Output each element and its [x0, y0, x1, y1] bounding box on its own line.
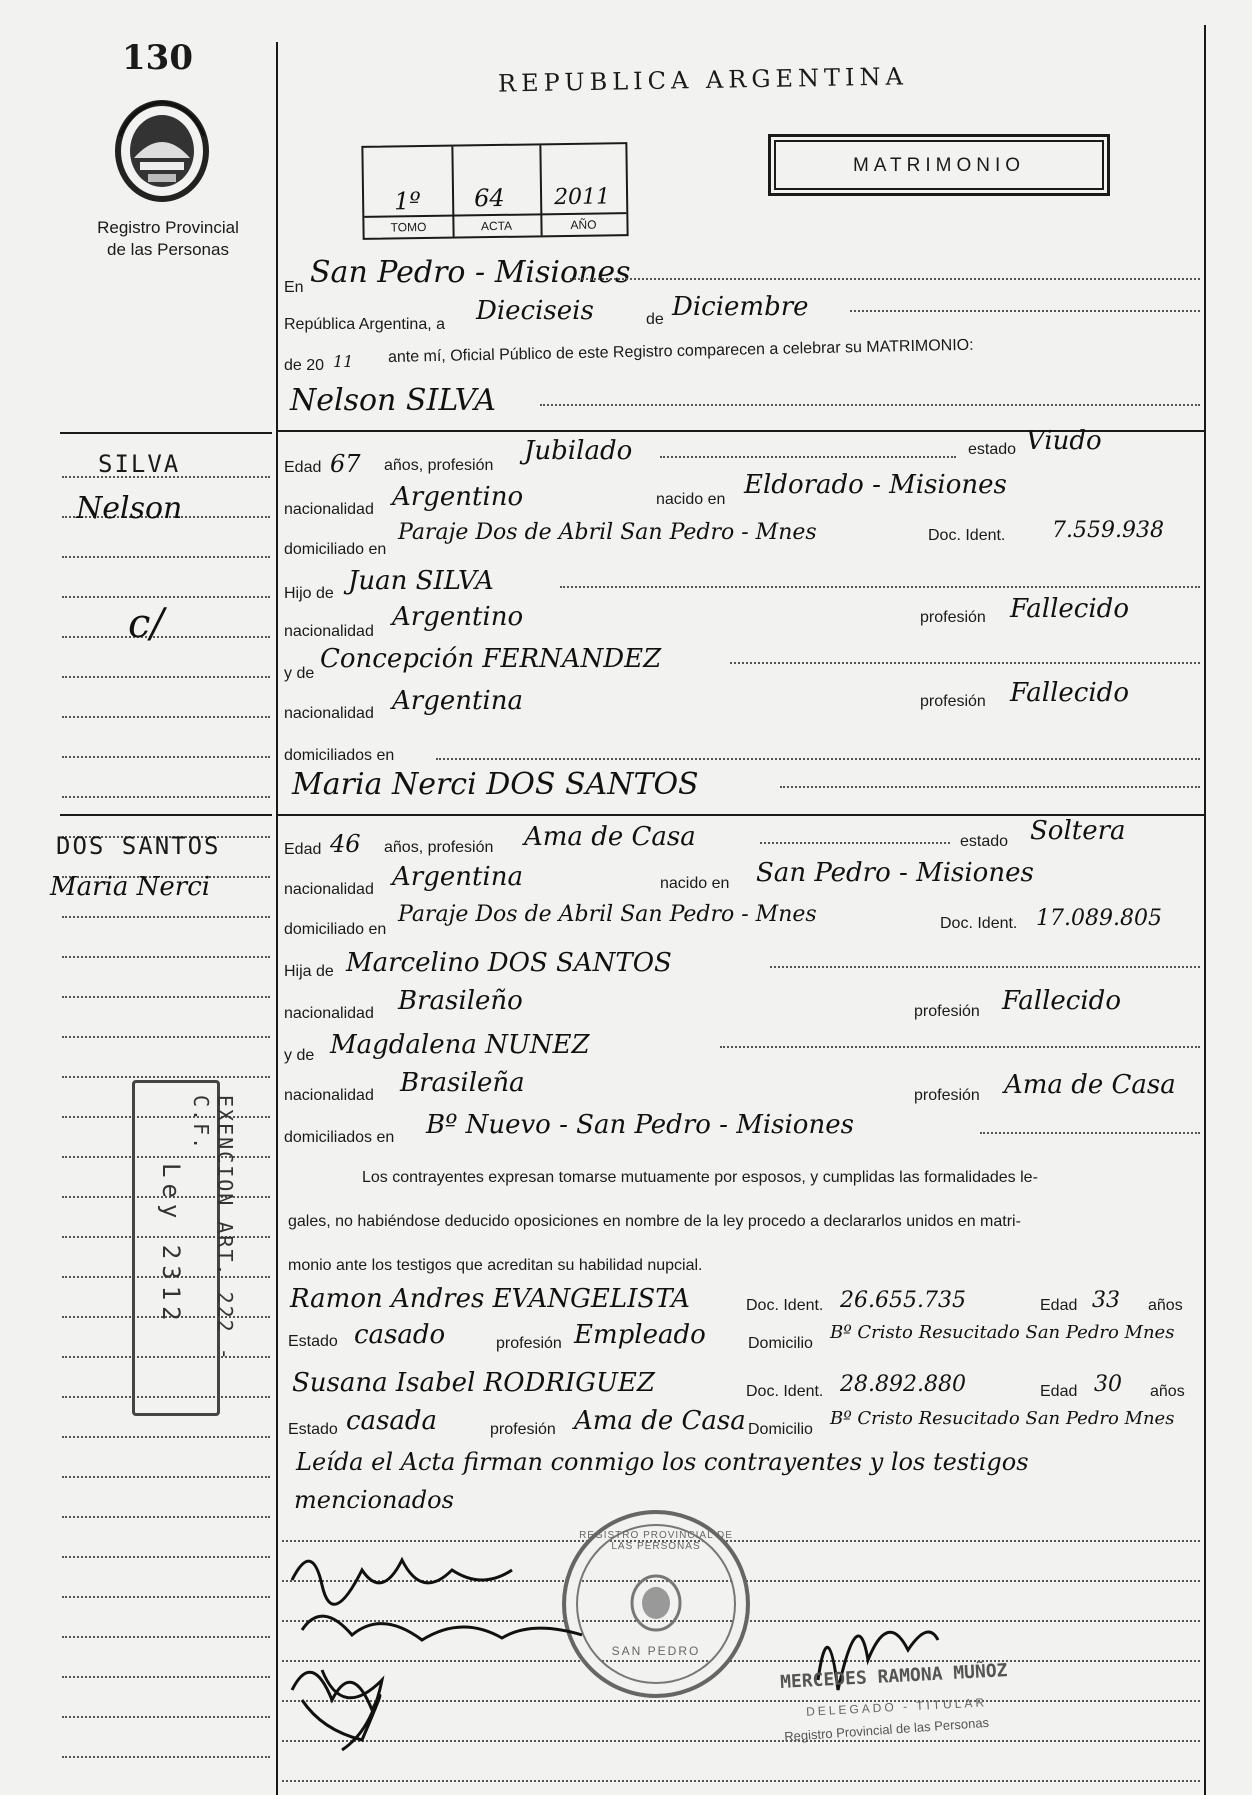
bride-mother-profession: Ama de Casa — [1004, 1070, 1176, 1100]
witness1-estado-label: Estado — [288, 1333, 338, 1350]
groom-nationality: Argentino — [392, 482, 524, 512]
stamp-crest-icon — [628, 1572, 684, 1634]
bride-parents-address: Bº Nuevo - San Pedro - Misiones — [426, 1110, 854, 1140]
bride-father-nationality: Brasileño — [398, 986, 523, 1016]
left-rule-line — [62, 1556, 270, 1558]
left-rule-line — [62, 1676, 270, 1678]
groom-estado-label: estado — [968, 441, 1017, 458]
witness2-name: Susana Isabel RODRIGUEZ — [292, 1368, 655, 1398]
left-rule-line — [62, 676, 270, 678]
place-rule — [570, 278, 1200, 280]
left-rule-line — [62, 916, 270, 918]
groom-mother-rule — [730, 662, 1200, 664]
official-org: Registro Provincial de las Personas — [783, 1714, 990, 1745]
official-name: MERCEDES RAMONA MUÑOZ — [779, 1660, 1008, 1693]
bride-name-rule — [780, 786, 1200, 788]
groom-full-name: Nelson SILVA — [290, 383, 496, 418]
bride-father-nac-label: nacionalidad — [284, 1005, 374, 1022]
witness2-age: 30 — [1094, 1372, 1122, 1397]
left-rule-line — [62, 1756, 270, 1758]
groom-margin-given: Nelson — [76, 491, 183, 526]
groom-father-nationality: Argentino — [392, 602, 524, 632]
witness1-profesion-label: profesión — [496, 1335, 562, 1352]
witness2-domicilio-label: Domicilio — [748, 1421, 813, 1438]
witness1-domicilio-label: Domicilio — [748, 1335, 813, 1352]
en-label: En — [284, 279, 304, 296]
bride-mother: Magdalena NUNEZ — [330, 1030, 590, 1060]
bride-nationality: Argentina — [392, 862, 523, 892]
tomo-label: TOMO — [390, 219, 427, 235]
bride-prof-rule — [760, 842, 950, 844]
witness1-anos-label: años — [1148, 1297, 1183, 1314]
bride-edad-label: Edad — [284, 841, 322, 858]
witness1-estado: casado — [354, 1320, 446, 1350]
witness1-address: Bº Cristo Resucitado San Pedro Mnes — [830, 1322, 1175, 1343]
declaration-line2: gales, no habiéndose deducido oposiciones en nombre de la ley procedo a declararlos unidos en matri- — [288, 1213, 1021, 1230]
left-rule-line — [62, 796, 270, 798]
left-rule-line — [62, 1716, 270, 1718]
bride-anos-label: años, profesión — [384, 839, 494, 856]
witness1-profession: Empleado — [574, 1320, 706, 1350]
witness2-profesion-label: profesión — [490, 1421, 556, 1438]
witness2-estado: casada — [346, 1406, 438, 1436]
left-rule-line — [62, 1436, 270, 1438]
acta-value: 64 — [473, 183, 505, 213]
groom-address: Paraje Dos de Abril San Pedro - Mnes — [398, 520, 817, 545]
groom-father-rule — [560, 586, 1200, 588]
declaration-line3: monio ante los testigos que acreditan su habilidad nupcial. — [288, 1257, 703, 1274]
bride-mother-rule — [720, 1046, 1200, 1048]
margin-c: c/ — [128, 601, 164, 647]
groom-y-de-label: y de — [284, 665, 315, 682]
bride-y-de-label: y de — [284, 1047, 315, 1064]
registry-name-line2: de las Personas — [107, 240, 229, 259]
right-page-edge — [1204, 25, 1206, 1795]
groom-domiciliados-label: domiciliados en — [284, 747, 395, 764]
declaration-line1: Los contrayentes expresan tomarse mutuamente por esposos, y cumplidas las formalidades le- — [362, 1169, 1038, 1186]
ano-label: AÑO — [570, 217, 597, 232]
left-rule-line — [62, 1636, 270, 1638]
groom-estado: Viudo — [1026, 426, 1102, 456]
exemption-stamp — [132, 1080, 237, 1416]
left-rule-line — [62, 1596, 270, 1598]
left-rule-line — [62, 1476, 270, 1478]
groom-mother-prof-label: profesión — [920, 693, 986, 710]
left-rule-line — [62, 1076, 270, 1078]
witness1-doc-label: Doc. Ident. — [746, 1297, 824, 1314]
groom-father-profession: Fallecido — [1010, 594, 1129, 624]
left-rule-line — [62, 1036, 270, 1038]
page-number: 130 — [122, 38, 193, 78]
groom-mother-nationality: Argentina — [392, 686, 523, 716]
exemption-stamp-line2: Ley 2312 — [157, 1163, 185, 1327]
act-type-label: MATRIMONIO — [852, 155, 1026, 176]
bride-margin-surname: DOS SANTOS — [56, 832, 221, 860]
groom-father-prof-label: profesión — [920, 609, 986, 626]
month-value: Diciembre — [672, 292, 809, 322]
ano-value: 2011 — [553, 184, 611, 211]
bride-father: Marcelino DOS SANTOS — [346, 948, 672, 978]
year-prefix: de 20 — [284, 357, 325, 374]
groom-parents-rule — [436, 758, 1200, 760]
bride-father-profession: Fallecido — [1002, 986, 1121, 1016]
bride-birthplace: San Pedro - Misiones — [756, 858, 1034, 888]
groom-doc-label: Doc. Ident. — [928, 527, 1006, 544]
bride-nacionalidad-label: nacionalidad — [284, 881, 374, 898]
bride-parents-rule — [980, 1132, 1200, 1134]
closing-line2: mencionados — [294, 1486, 454, 1514]
groom-age: 67 — [330, 450, 361, 478]
signature-rule-line — [282, 1780, 1200, 1782]
left-section-rule-top — [60, 432, 272, 434]
country-heading: REPUBLICA ARGENTINA — [497, 62, 909, 98]
groom-nacido-label: nacido en — [656, 491, 726, 508]
acta-label: ACTA — [480, 218, 513, 234]
registration-box — [361, 142, 628, 240]
witness1-doc: 26.655.735 — [840, 1288, 966, 1313]
bride-domiciliados-label: domiciliados en — [284, 1129, 395, 1146]
groom-mother-profession: Fallecido — [1010, 678, 1129, 708]
bride-doc: 17.089.805 — [1036, 906, 1162, 931]
left-rule-line — [62, 996, 270, 998]
groom-father: Juan SILVA — [348, 566, 494, 596]
bride-margin-given: Maria Nerci — [50, 872, 211, 902]
groom-mother-nac-label: nacionalidad — [284, 705, 374, 722]
witness2-anos-label: años — [1150, 1383, 1185, 1400]
left-section-rule-middle — [60, 814, 272, 816]
witness2-profession: Ama de Casa — [574, 1406, 746, 1436]
bride-mother-nationality: Brasileña — [400, 1068, 525, 1098]
bride-father-rule — [770, 966, 1200, 968]
groom-prof-rule — [660, 456, 956, 458]
day-value: Dieciseis — [476, 296, 594, 326]
witness1-age: 33 — [1092, 1288, 1120, 1313]
tomo-value: 1º — [393, 187, 421, 216]
groom-edad-label: Edad — [284, 459, 322, 476]
official-role: DELEGADO - TITULAR — [805, 1695, 988, 1719]
signatures-scribble — [282, 1540, 612, 1760]
witness2-doc-label: Doc. Ident. — [746, 1383, 824, 1400]
bride-age: 46 — [330, 830, 361, 858]
official-stamp-ring: REGISTRO PROVINCIAL DE LAS PERSONAS — [579, 1530, 733, 1552]
left-rule-line — [62, 1516, 270, 1518]
republica-label: República Argentina, a — [284, 316, 445, 333]
left-rule-line — [62, 956, 270, 958]
closing-line1: Leída el Acta firman conmigo los contrayentes y los testigos — [296, 1448, 1029, 1476]
left-rule-line — [62, 716, 270, 718]
act-type-box — [768, 134, 1110, 196]
center-column-divider — [276, 42, 278, 1795]
groom-nacionalidad-label: nacionalidad — [284, 501, 374, 518]
groom-mother: Concepción FERNANDEZ — [320, 644, 662, 674]
groom-hijo-label: Hijo de — [284, 585, 334, 602]
groom-margin-surname: SILVA — [98, 450, 181, 478]
groom-profession: Jubilado — [524, 436, 633, 466]
place-value: San Pedro - Misiones — [310, 255, 631, 290]
groom-anos-label: años, profesión — [384, 457, 494, 474]
groom-domiciliado-label: domiciliado en — [284, 541, 387, 558]
left-rule-line — [62, 556, 270, 558]
bride-estado-label: estado — [960, 833, 1009, 850]
witness2-edad-label: Edad — [1040, 1383, 1078, 1400]
bride-profession: Ama de Casa — [524, 822, 696, 852]
exemption-stamp-line1: EXENCION ART. 222 - C.F. — [189, 1095, 237, 1362]
left-rule-line — [62, 756, 270, 758]
bride-address: Paraje Dos de Abril San Pedro - Mnes — [398, 902, 817, 927]
witness1-edad-label: Edad — [1040, 1297, 1078, 1314]
bride-hija-label: Hija de — [284, 963, 334, 980]
official-stamp-center: SAN PEDRO — [611, 1644, 701, 1658]
month-rule — [850, 310, 1200, 312]
provincial-seal-icon — [112, 96, 212, 206]
witness2-address: Bº Cristo Resucitado San Pedro Mnes — [830, 1408, 1175, 1429]
bride-estado: Soltera — [1030, 816, 1126, 846]
left-rule-line — [62, 596, 270, 598]
witness2-doc: 28.892.880 — [840, 1372, 966, 1397]
left-rule-line — [62, 636, 270, 638]
groom-name-rule — [540, 404, 1200, 406]
intro-statement: ante mí, Oficial Público de este Registro comparecen a celebrar su MATRIMONIO: — [387, 336, 974, 366]
witness1-name: Ramon Andres EVANGELISTA — [290, 1284, 690, 1314]
de-label: de — [646, 311, 664, 328]
bride-mother-prof-label: profesión — [914, 1087, 980, 1104]
bride-domiciliado-label: domiciliado en — [284, 921, 387, 938]
groom-father-nac-label: nacionalidad — [284, 623, 374, 640]
year-suffix: 11 — [333, 352, 354, 371]
groom-doc: 7.559.938 — [1052, 518, 1164, 543]
witness2-estado-label: Estado — [288, 1421, 338, 1438]
groom-birthplace: Eldorado - Misiones — [744, 470, 1007, 500]
registry-name-line1: Registro Provincial — [97, 218, 239, 237]
bride-nacido-label: nacido en — [660, 875, 730, 892]
bride-doc-label: Doc. Ident. — [940, 915, 1018, 932]
bride-mother-nac-label: nacionalidad — [284, 1087, 374, 1104]
bride-father-prof-label: profesión — [914, 1003, 980, 1020]
bride-full-name: Maria Nerci DOS SANTOS — [292, 767, 699, 802]
